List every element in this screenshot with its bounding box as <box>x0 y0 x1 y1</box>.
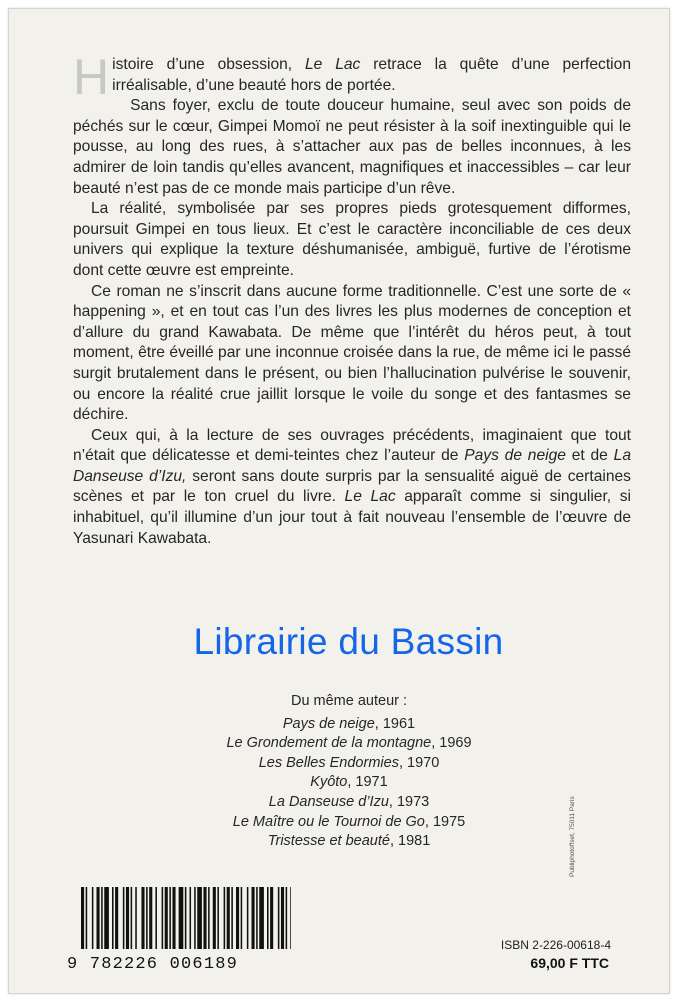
also-by-author <box>169 692 529 852</box>
barcode-bar <box>252 887 255 949</box>
barcode-bar <box>256 887 258 949</box>
blurb-paragraph-2: Sans foyer, exclu de toute douceur humaine, seul avec son poids de péchés sur le cœur, Gimpei Momoï ne peut résister à la soif inextinguible qui le pousse, au long des rues, à s’attacher aux pas de belles inconnues, à les admirer de loin tandis qu’elles avancent, magnifiques et inaccessibles – car leur beauté n’est pas de ce monde mais participe d’un rêve. <box>73 97 631 197</box>
book-title: Le Lac <box>305 56 361 73</box>
text-run: et de <box>565 447 614 465</box>
work-title: Les Belles Endormies <box>258 754 399 771</box>
text-run: istoire d’une obsession, <box>112 56 305 73</box>
barcode-bar <box>123 887 125 949</box>
work-year: , 1969 <box>431 735 472 752</box>
barcode-bar <box>92 887 94 949</box>
work-year: , 1975 <box>424 813 466 830</box>
barcode-bar <box>97 887 100 949</box>
barcode-bar <box>86 887 88 949</box>
work-title: La Danseuse d’Izu <box>268 793 389 810</box>
drop-cap: H <box>73 49 110 105</box>
price: 69,00 F TTC <box>530 955 609 971</box>
barcode-bar <box>131 887 133 949</box>
work-title: Tristesse et beauté <box>267 833 390 850</box>
barcode-bar <box>286 887 288 949</box>
work-year: , 1971 <box>347 774 388 791</box>
work-title: Kyôto <box>310 774 348 791</box>
book-title: La Danseuse d’Izu, <box>73 447 631 485</box>
barcode-bar <box>236 887 239 949</box>
work-item <box>169 754 529 774</box>
work-item <box>169 793 529 813</box>
work-item <box>169 734 529 754</box>
book-title: Pays de neige <box>464 447 566 465</box>
text-run: Ceux qui, à la lecture de ses ouvrages précédents, imaginaient que tout n’était que délicatesse et demi-teintes chez l’auteur de <box>73 426 631 465</box>
barcode-bar <box>165 887 168 949</box>
bookshop-stamp: Librairie du Bassin <box>193 621 504 662</box>
work-item <box>169 715 529 735</box>
barcode <box>81 887 291 949</box>
blurb-paragraph-4: Ce roman ne s’inscrit dans aucune forme traditionnelle. C’est une sorte de « happening », et en tout cas l’un des livres les plus modernes de conception et d’allure du grand Kawabata. De même que l’intérêt du héros peut, à tout moment, être éveillé par une inconnue croisée dans la rue, de même ici le passé surgit brutalement dans le présent, ou bien l’hallucination pulvérise le souvenir, ou encore la réalité crue jaillit lorsque le voile du songe et des fantasmes se déchire. <box>73 282 631 424</box>
barcode-bar <box>169 887 171 949</box>
blurb-paragraph-1 <box>73 49 631 105</box>
work-year: , 1970 <box>398 754 440 771</box>
barcode-bar <box>81 887 84 949</box>
work-item <box>169 832 529 852</box>
barcode-bar <box>146 887 148 949</box>
book-title: Le Lac <box>344 488 396 506</box>
barcode-bar <box>278 887 280 949</box>
barcode-digits: 9 782226 006189 <box>67 955 239 974</box>
barcode-bar <box>213 887 216 949</box>
barcode-bar <box>185 887 187 949</box>
barcode-bar <box>208 887 210 949</box>
works-list <box>169 715 529 852</box>
printer-credit: Publiphotoffset, 75011 Paris <box>569 796 576 877</box>
barcode-bar <box>101 887 103 949</box>
barcode-bar <box>194 887 196 949</box>
barcode-bar <box>290 887 291 949</box>
work-year: , 1973 <box>388 793 430 810</box>
barcode-bar <box>270 887 273 949</box>
barcode-bar <box>224 887 226 949</box>
also-heading: Du même auteur : <box>290 693 408 709</box>
barcode-bar <box>162 887 164 949</box>
work-title: Pays de neige <box>282 715 375 732</box>
barcode-bar <box>227 887 230 949</box>
text-run: seront sans doute surpris par la sensualité aiguë de certaines scènes et par le ton cruel du livre. <box>73 467 631 506</box>
work-year: , 1961 <box>374 715 416 732</box>
barcode-bar <box>149 887 152 949</box>
text-run: apparaît comme si singulier, si inhabituel, qu’il illumine d’un jour tout à fait nouveau l’ensemble de l’œuvre de Yasunari Kawabata. <box>73 488 631 547</box>
barcode-bar <box>197 887 202 949</box>
barcode-bar <box>217 887 219 949</box>
blurb-text <box>73 49 631 549</box>
work-title: Le Grondement de la montagne <box>226 735 432 752</box>
back-cover <box>8 8 670 994</box>
barcode-bar <box>112 887 114 949</box>
barcode-bar <box>141 887 144 949</box>
work-title: Le Maître ou le Tournoi de Go <box>232 813 425 830</box>
work-item <box>169 773 529 793</box>
barcode-bar <box>115 887 118 949</box>
work-year: , 1981 <box>389 833 431 850</box>
barcode-bar <box>267 887 269 949</box>
barcode-bar <box>135 887 137 949</box>
barcode-bar <box>155 887 157 949</box>
barcode-bar <box>190 887 192 949</box>
barcode-bar <box>231 887 233 949</box>
work-item <box>169 813 529 833</box>
barcode-bar <box>172 887 175 949</box>
barcode-bar <box>259 887 264 949</box>
blurb-paragraph-5 <box>73 426 631 550</box>
barcode-bar <box>179 887 184 949</box>
isbn-number: ISBN 2-226-00618-4 <box>500 938 611 952</box>
barcode-bar <box>281 887 284 949</box>
barcode-bar <box>203 887 206 949</box>
barcode-bar <box>247 887 249 949</box>
barcode-bar <box>126 887 129 949</box>
text-run: retrace la quête d’une perfection irréalisable, d’une beauté hors de portée. <box>112 56 631 94</box>
barcode-bar <box>104 887 109 949</box>
blurb-paragraph-3: La réalité, symbolisée par ses propres pieds grotesquement difformes, poursuit Gimpei en tous lieux. Et c’est le caractère inconciliable de ces deux univers qui explique la texture déshumanisée, ambiguë, furtive de l’érotisme dont cette œuvre est empreinte. <box>73 200 631 279</box>
barcode-bar <box>241 887 243 949</box>
